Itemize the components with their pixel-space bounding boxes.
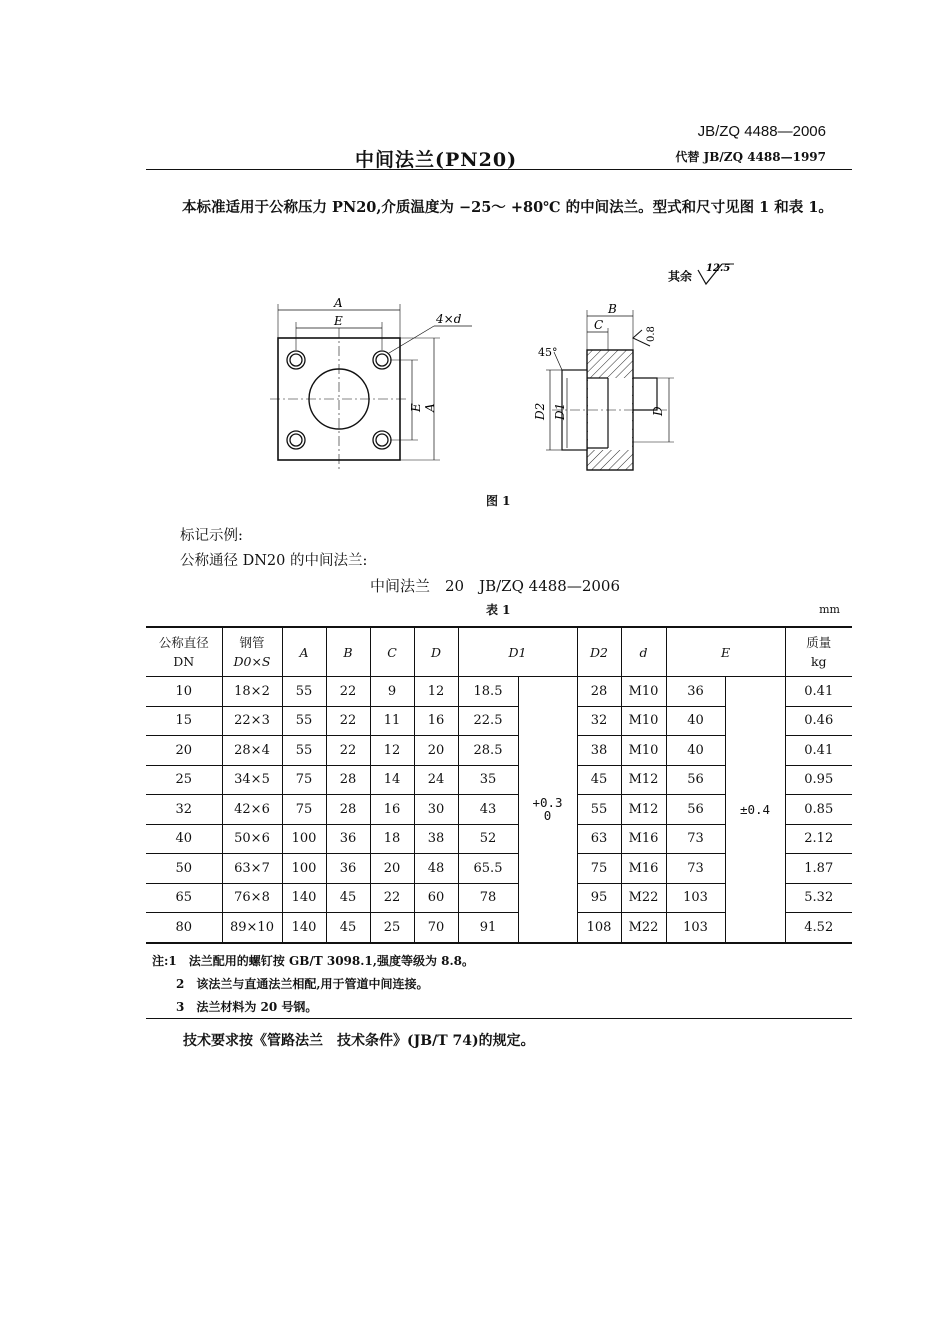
cell-mass: 0.46 bbox=[785, 706, 852, 736]
replaced-standard: 代替 JB/ZQ 4488—1997 bbox=[675, 150, 826, 164]
cell-a: 55 bbox=[282, 736, 326, 766]
marking-description: 公称通径 DN20 的中间法兰: bbox=[180, 553, 368, 569]
cell-d1: 18.5 bbox=[458, 677, 518, 707]
cell-d1: 91 bbox=[458, 913, 518, 943]
cell-d: 38 bbox=[414, 824, 458, 854]
cell-e: 56 bbox=[666, 765, 725, 795]
cell-dn: 32 bbox=[146, 795, 222, 825]
cell-c: 12 bbox=[370, 736, 414, 766]
header-D1: D1 bbox=[458, 627, 577, 677]
cell-d: M12 bbox=[621, 795, 666, 825]
notes bbox=[152, 950, 474, 1019]
cell-dn: 10 bbox=[146, 677, 222, 707]
cell-e-tolerance: ±0.4 bbox=[725, 677, 785, 943]
cell-pipe: 89×10 bbox=[222, 913, 282, 943]
dim-D1-label: D1 bbox=[553, 402, 567, 420]
cell-d2: 75 bbox=[577, 854, 621, 884]
cell-b: 45 bbox=[326, 883, 370, 913]
cell-d: 70 bbox=[414, 913, 458, 943]
table-caption: 表 1 bbox=[486, 603, 511, 617]
edge-roughness-value: 0.8 bbox=[646, 326, 657, 342]
header-rule bbox=[146, 169, 852, 170]
cell-e: 103 bbox=[666, 913, 725, 943]
cell-a: 75 bbox=[282, 765, 326, 795]
header-dn: 公称直径 DN bbox=[146, 627, 222, 677]
cell-e: 103 bbox=[666, 883, 725, 913]
cell-b: 28 bbox=[326, 795, 370, 825]
note-2: 2 该法兰与直通法兰相配,用于管道中间连接。 bbox=[152, 977, 429, 991]
cell-d2: 95 bbox=[577, 883, 621, 913]
table-body bbox=[146, 677, 852, 943]
cell-d: 20 bbox=[414, 736, 458, 766]
cell-pipe: 63×7 bbox=[222, 854, 282, 884]
cell-e: 36 bbox=[666, 677, 725, 707]
footer-rule bbox=[146, 1018, 852, 1019]
cell-mass: 5.32 bbox=[785, 883, 852, 913]
cell-pipe: 42×6 bbox=[222, 795, 282, 825]
cell-d1: 52 bbox=[458, 824, 518, 854]
cell-pipe: 34×5 bbox=[222, 765, 282, 795]
header-C: C bbox=[370, 627, 414, 677]
cell-c: 18 bbox=[370, 824, 414, 854]
marking-heading: 标记示例: bbox=[180, 528, 243, 544]
cell-e: 73 bbox=[666, 824, 725, 854]
cell-mass: 2.12 bbox=[785, 824, 852, 854]
cell-a: 75 bbox=[282, 795, 326, 825]
cell-c: 14 bbox=[370, 765, 414, 795]
cell-mass: 0.41 bbox=[785, 736, 852, 766]
note-1: 注:1 法兰配用的螺钉按 GB/T 3098.1,强度等级为 8.8。 bbox=[152, 954, 474, 968]
cell-d2: 55 bbox=[577, 795, 621, 825]
cell-d: M12 bbox=[621, 765, 666, 795]
cell-mass: 0.95 bbox=[785, 765, 852, 795]
roughness-symbol-icon bbox=[696, 262, 736, 292]
dim-A-side-label: A bbox=[423, 403, 437, 412]
cell-dn: 50 bbox=[146, 854, 222, 884]
cell-a: 140 bbox=[282, 883, 326, 913]
cell-c: 20 bbox=[370, 854, 414, 884]
cell-b: 45 bbox=[326, 913, 370, 943]
dim-A-label: A bbox=[334, 296, 343, 310]
cell-b: 22 bbox=[326, 736, 370, 766]
cell-b: 22 bbox=[326, 706, 370, 736]
dimension-table bbox=[146, 626, 852, 944]
cell-d: 16 bbox=[414, 706, 458, 736]
cell-d1: 65.5 bbox=[458, 854, 518, 884]
section-view bbox=[533, 302, 674, 470]
cell-d: 30 bbox=[414, 795, 458, 825]
header-mass: 质量 kg bbox=[785, 627, 852, 677]
cell-d1: 78 bbox=[458, 883, 518, 913]
header-D: D bbox=[414, 627, 458, 677]
cell-a: 55 bbox=[282, 706, 326, 736]
cell-d1: 28.5 bbox=[458, 736, 518, 766]
cell-d2: 45 bbox=[577, 765, 621, 795]
note-3: 3 法兰材料为 20 号钢。 bbox=[152, 1000, 318, 1014]
cell-dn: 20 bbox=[146, 736, 222, 766]
cell-c: 22 bbox=[370, 883, 414, 913]
chamfer-label: 45° bbox=[538, 346, 558, 359]
cell-d: M16 bbox=[621, 824, 666, 854]
cell-d2: 108 bbox=[577, 913, 621, 943]
cell-d: M22 bbox=[621, 883, 666, 913]
dim-E-label: E bbox=[334, 314, 343, 328]
cell-pipe: 22×3 bbox=[222, 706, 282, 736]
marking-example: 中间法兰 20 JB/ZQ 4488—2006 bbox=[370, 577, 621, 595]
header-E: E bbox=[666, 627, 785, 677]
dim-D2-label: D2 bbox=[533, 402, 547, 420]
cell-a: 100 bbox=[282, 824, 326, 854]
table-header-row bbox=[146, 627, 852, 677]
dim-E-side-label: E bbox=[409, 403, 423, 412]
cell-d1-tolerance: +0.3 0 bbox=[518, 677, 577, 943]
cell-e: 73 bbox=[666, 854, 725, 884]
cell-pipe: 76×8 bbox=[222, 883, 282, 913]
figure-caption: 图 1 bbox=[486, 494, 511, 508]
cell-b: 28 bbox=[326, 765, 370, 795]
cell-d1: 35 bbox=[458, 765, 518, 795]
cell-pipe: 28×4 bbox=[222, 736, 282, 766]
cell-a: 140 bbox=[282, 913, 326, 943]
page-title: 中间法兰(PN20) bbox=[355, 149, 518, 171]
roughness-label: 其余 bbox=[668, 269, 693, 284]
header-pipe: 钢管 D0×S bbox=[222, 627, 282, 677]
cell-dn: 40 bbox=[146, 824, 222, 854]
cell-pipe: 18×2 bbox=[222, 677, 282, 707]
header-A: A bbox=[282, 627, 326, 677]
cell-pipe: 50×6 bbox=[222, 824, 282, 854]
cell-d: 12 bbox=[414, 677, 458, 707]
cell-d1: 22.5 bbox=[458, 706, 518, 736]
cell-dn: 80 bbox=[146, 913, 222, 943]
header-B: B bbox=[326, 627, 370, 677]
cell-dn: 15 bbox=[146, 706, 222, 736]
holes-label: 4×d bbox=[436, 312, 462, 326]
roughness-note bbox=[668, 262, 736, 292]
cell-mass: 0.85 bbox=[785, 795, 852, 825]
cell-d2: 32 bbox=[577, 706, 621, 736]
cell-e: 40 bbox=[666, 706, 725, 736]
cell-e: 40 bbox=[666, 736, 725, 766]
dim-C-label: C bbox=[594, 318, 604, 332]
cell-d: 60 bbox=[414, 883, 458, 913]
cell-d: M10 bbox=[621, 677, 666, 707]
cell-d: M16 bbox=[621, 854, 666, 884]
cell-a: 55 bbox=[282, 677, 326, 707]
cell-dn: 25 bbox=[146, 765, 222, 795]
cell-mass: 4.52 bbox=[785, 913, 852, 943]
cell-b: 36 bbox=[326, 854, 370, 884]
cell-b: 22 bbox=[326, 677, 370, 707]
cell-d: 24 bbox=[414, 765, 458, 795]
cell-b: 36 bbox=[326, 824, 370, 854]
header-d: d bbox=[621, 627, 666, 677]
table-unit: mm bbox=[819, 603, 840, 616]
cell-mass: 0.41 bbox=[785, 677, 852, 707]
intro-paragraph: 本标准适用于公称压力 PN20,介质温度为 −25～ +80℃ 的中间法兰。型式和尺寸见图 1 和表 1。 bbox=[182, 199, 833, 216]
dim-B-label: B bbox=[608, 302, 617, 316]
flange-drawing bbox=[262, 290, 682, 490]
cell-c: 11 bbox=[370, 706, 414, 736]
cell-c: 25 bbox=[370, 913, 414, 943]
front-view bbox=[270, 296, 472, 470]
cell-mass: 1.87 bbox=[785, 854, 852, 884]
cell-d2: 63 bbox=[577, 824, 621, 854]
standard-number: JB/ZQ 4488—2006 bbox=[697, 123, 826, 140]
cell-d1: 43 bbox=[458, 795, 518, 825]
dim-D-label: D bbox=[651, 406, 665, 416]
cell-dn: 65 bbox=[146, 883, 222, 913]
cell-c: 16 bbox=[370, 795, 414, 825]
header-D2: D2 bbox=[577, 627, 621, 677]
technical-requirements: 技术要求按《管路法兰 技术条件》(JB/T 74)的规定。 bbox=[183, 1033, 535, 1049]
cell-e: 56 bbox=[666, 795, 725, 825]
cell-d: 48 bbox=[414, 854, 458, 884]
cell-a: 100 bbox=[282, 854, 326, 884]
cell-d2: 28 bbox=[577, 677, 621, 707]
cell-c: 9 bbox=[370, 677, 414, 707]
cell-d2: 38 bbox=[577, 736, 621, 766]
cell-d: M10 bbox=[621, 736, 666, 766]
table-row bbox=[146, 677, 852, 707]
cell-d: M10 bbox=[621, 706, 666, 736]
cell-d: M22 bbox=[621, 913, 666, 943]
roughness-value: 12.5 bbox=[706, 263, 731, 274]
